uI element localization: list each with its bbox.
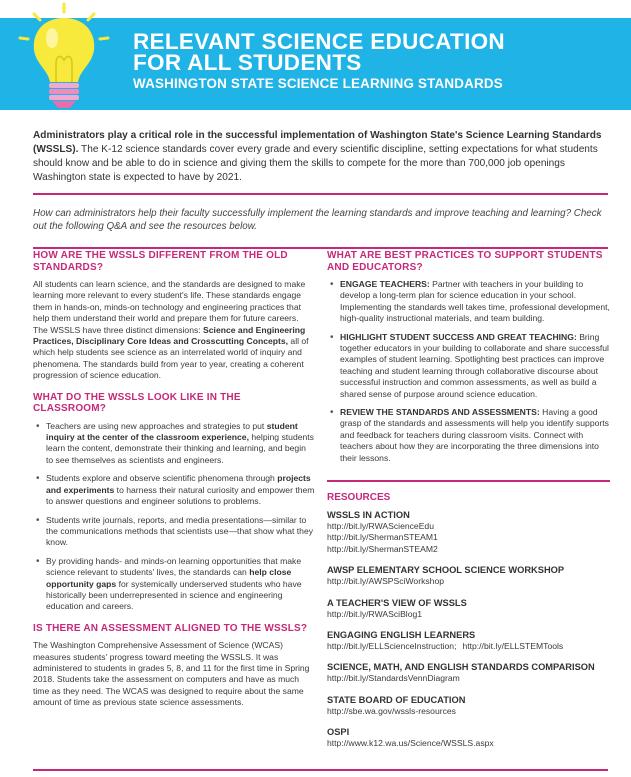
resource-link[interactable]: http://bit.ly/StandardsVennDiagram (327, 673, 460, 684)
intro-text: The K-12 science standards cover every grade and every scientific discipline, setting expectations for what students should know and be able to do in science and giving them the skills to compete for the more than 700,000 job openings Washington state is expected to have by 2021. (33, 144, 598, 183)
resource-group (327, 509, 610, 555)
intro-paragraph (33, 129, 608, 185)
text: for systemically underserved students who have historically been underrepresented in science and engineering education and careers. (46, 578, 302, 612)
resource-link[interactable]: http://bit.ly/RWASciBlog1 (327, 608, 423, 619)
resource-link[interactable]: http://bit.ly/ShermanSTEAM2 (327, 543, 438, 554)
text: By providing hands- and minds-on learning opportunities that make science relevant to students' lives, the standards can (46, 555, 302, 578)
bold-text: ENGAGE TEACHERS: (340, 279, 430, 289)
intro-bold: Administrators play a critical role in the successful implementation of Washington State's Science Learning Standards (WSSLS). (33, 130, 602, 155)
resource-title: ENGAGING ENGLISH LEARNERS (327, 630, 476, 641)
resource-link[interactable]: http://bit.ly/RWAScienceEdu (327, 521, 434, 531)
resource-link[interactable]: http://bit.ly/AWSPSciWorkshop (327, 576, 445, 587)
resource-title: STATE BOARD OF EDUCATION (327, 694, 466, 705)
list-item (33, 421, 315, 467)
list-item (33, 473, 315, 507)
divider (33, 247, 608, 249)
section-heading-practices: WHAT ARE BEST PRACTICES TO SUPPORT STUDENTS AND EDUCATORS? (327, 250, 603, 273)
bold-text: help close opportunity gaps (46, 567, 292, 589)
resource-link[interactable]: http://www.k12.wa.us/Science/WSSLS.aspx (327, 738, 494, 749)
resource-title: OSPI (327, 727, 350, 738)
right-column (327, 250, 610, 759)
resource-link-row (327, 641, 610, 652)
resource-group (327, 661, 610, 684)
resource-link[interactable]: http://sbe.wa.gov/wssls-resources (327, 705, 456, 716)
text: all of which help students see science as an interrelated world of inquiry and phenomena. The standards build from year to year, creating a coherent progression of science education. (33, 336, 309, 381)
divider (327, 480, 610, 482)
bold-text: student inquiry at the center of the classroom experience, (46, 420, 298, 443)
list-item (33, 515, 315, 549)
bold-text: projects and experiments (46, 473, 311, 495)
lightbulb-icon (12, 0, 122, 112)
left-column (33, 250, 315, 717)
text: to harness their natural curiosity and empower them to answer questions and engineer solutions to problems. (46, 484, 315, 507)
practices-bullet-list (327, 279, 610, 464)
list-item (327, 332, 610, 400)
guiding-question: How can administrators help their faculty successfully implement the learning standards and improve teaching and learning? Check out the following Q&A and see the resources below. (33, 208, 602, 232)
bold-text: Science and Engineering Practices, Disciplinary Core Ideas and Crosscutting Concepts, (33, 324, 306, 347)
list-item (327, 279, 610, 325)
resource-title: A TEACHER'S VIEW OF WSSLS (327, 597, 467, 608)
section-paragraph-assessment: The Washington Comprehensive Assessment of Science (WCAS) measures students' progress toward meeting the WSSLS. It was administered to students in grades 5, 8, and 11 for the first time in Spring 2018. Students take the assessment on computers and have as much time as they need. The WCAS was designed to require about the same amount of time as previous state science assessments. (33, 640, 310, 708)
bold-text: REVIEW THE STANDARDS AND ASSESSMENTS: (340, 407, 540, 418)
bold-text: HIGHLIGHT STUDENT SUCCESS AND GREAT TEACHING: (340, 331, 577, 342)
resource-group (327, 564, 610, 587)
divider (33, 193, 608, 195)
resource-title: SCIENCE, MATH, AND ENGLISH STANDARDS COMPARISON (327, 662, 595, 673)
text: Teachers are using new approaches and strategies to put (46, 420, 267, 431)
classroom-bullet-list (33, 421, 315, 613)
section-heading-different: HOW ARE THE WSSLS DIFFERENT FROM THE OLD STANDARDS? (33, 250, 288, 273)
resource-group (327, 629, 610, 652)
resource-link[interactable]: http://bit.ly/ShermanSTEAM1 (327, 532, 438, 543)
text: Students explore and observe scientific phenomena through (46, 473, 278, 484)
text: Partner with teachers in your building to develop a long-term plan for science education in your school. Implementing the standards well takes time, professional development, high-quality instructional materials, and team building. (340, 279, 610, 324)
text: helping students learn the content, demonstrate their thinking and learning, and begin to see themselves as scientists and engineers. (46, 432, 314, 465)
resource-group (327, 726, 610, 749)
list-item (327, 407, 610, 464)
page-title-line-1: RELEVANT SCIENCE EDUCATION (133, 29, 505, 54)
divider (33, 769, 608, 771)
page-subtitle: WASHINGTON STATE SCIENCE LEARNING STANDARDS (133, 76, 503, 91)
page-title-line-2: FOR ALL STUDENTS (133, 50, 362, 75)
text: All students can learn science, and the standards are designed to make learning more relevant to every student's life. These standards engage them in hands-on, minds-on technology and engineering practices that help them understand their world and prepare them for future careers. The WSSLS have three distinct dimensions: (33, 279, 306, 335)
resources-heading: RESOURCES (327, 491, 391, 503)
resource-title: AWSP ELEMENTARY SCHOOL SCIENCE WORKSHOP (327, 565, 565, 576)
text: Students write journals, reports, and media presentations—similar to the communications methods that scientists use—that show what they know. (46, 514, 314, 548)
section-paragraph-different (33, 279, 315, 382)
section-heading-assessment: IS THERE AN ASSESSMENT ALIGNED TO THE WSSLS? (33, 622, 308, 634)
list-item (33, 556, 315, 613)
text: Bring together educators in your building to collaborate and share successful examples of student learning. Spotlighting best practices can improve teaching and student learning through collaborative discourse about successful instruction and common assessments, as well as build a shared sense of purpose around science education. (340, 331, 609, 399)
resource-link[interactable]: http://bit.ly/ELLSTEMTools (462, 641, 564, 652)
resource-group (327, 597, 610, 620)
section-heading-classroom: WHAT DO THE WSSLS LOOK LIKE IN THE CLASSROOM? (33, 391, 241, 415)
resource-group (327, 694, 610, 717)
resource-title: WSSLS IN ACTION (327, 510, 410, 520)
text: Having a good grasp of the standards and assessments will help you identify supports and feedback for teachers during classroom visits. Connect with teachers about how they are incorporating the three dimensions into their lessons. (340, 407, 609, 463)
resource-link[interactable]: http://bit.ly/ELLScienceInstruction; (327, 641, 457, 652)
